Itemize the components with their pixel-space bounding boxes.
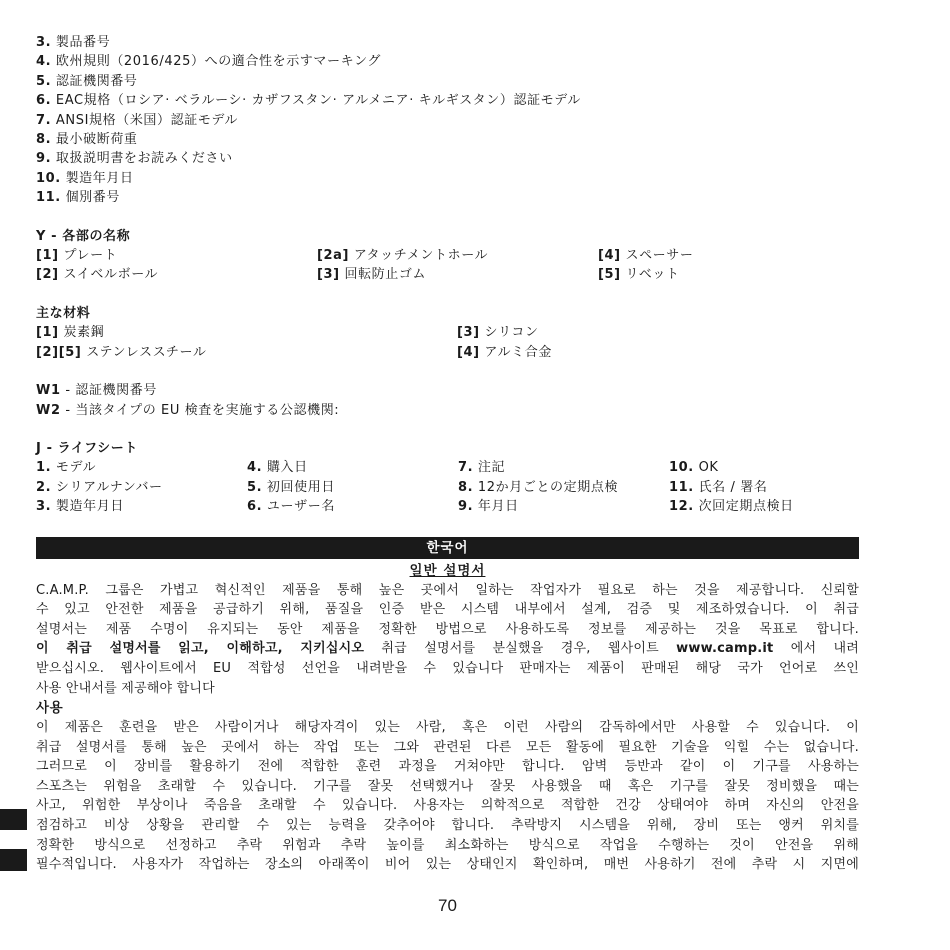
paragraph-line: 설명서는 제품 수명이 유지되는 동안 제품을 정확한 방법으로 사용하도록 정보를 제공하는 것을 목표로 합니다. xyxy=(36,621,859,637)
material-name: 炭素鋼 xyxy=(58,325,105,341)
use-section-title: 사용 xyxy=(36,700,64,717)
read-instructions-emphasis: 이 취급 설명서를 읽고, 이해하고, 지키십시오 xyxy=(36,641,365,657)
item-text: 購入日 xyxy=(262,460,308,476)
part-item xyxy=(598,265,859,284)
item-number: 11. xyxy=(669,479,694,495)
material-item xyxy=(36,343,457,362)
paragraph-line: 이 제품은 훈련을 받은 사람이거나 해당자격이 있는 사람, 혹은 이런 사람의 감독하에서만 사용할 수 있습니다. 이 xyxy=(36,720,859,736)
item-text: 初回使用日 xyxy=(262,479,335,495)
item-number: 10. xyxy=(669,460,694,476)
material-number: [1] xyxy=(36,325,59,341)
list-item xyxy=(36,111,859,130)
paragraph-line: 받으십시오. 웹사이트에서 EU 적합성 선언을 내려받을 수 있습니다 판매자는 제품이 판매된 해당 국가 언어로 쓰인 xyxy=(36,660,859,676)
materials-section xyxy=(36,304,859,362)
material-number: [2][5] xyxy=(36,344,82,360)
lifesheet-item xyxy=(36,478,247,497)
part-item xyxy=(317,265,598,284)
lifesheet-item xyxy=(458,478,669,497)
material-number: [4] xyxy=(457,344,480,360)
item-text: 製品番号 xyxy=(51,35,111,50)
material-name: アルミ合金 xyxy=(479,344,552,360)
notified-body-section xyxy=(36,381,859,420)
paragraph-line: C.A.M.P. 그룹은 가볍고 혁신적인 제품을 통해 높은 곳에서 일하는 작업자가 필요로 하는 것을 제공합니다. 신뢰할 xyxy=(36,582,859,598)
item-text: 注記 xyxy=(473,460,506,476)
w-text: - 認証機関番号 xyxy=(60,383,157,399)
item-number: 1. xyxy=(36,460,52,476)
paragraph-line: 스포츠는 위험을 초래할 수 있습니다. 기구를 잘못 선택했거나 잘못 사용했을 때 혹은 기구를 잘못 정비했을 때는 xyxy=(36,778,859,794)
item-text: 年月日 xyxy=(473,499,519,515)
part-number: [3] xyxy=(317,267,340,283)
item-text: 個別番号 xyxy=(60,190,120,206)
item-number: 9. xyxy=(458,499,474,515)
general-instructions-body xyxy=(36,581,859,699)
part-item xyxy=(317,246,598,265)
part-item xyxy=(36,246,317,265)
lifesheet-item xyxy=(247,478,458,497)
part-name: アタッチメントホール xyxy=(349,248,489,264)
website-link[interactable]: www.camp.it xyxy=(676,641,774,657)
paragraph-line: 취급 설명서를 통해 높은 곳에서 하는 작업 또는 그와 관련된 다른 모든 활동에 필요한 기술을 익힐 수는 없습니다. xyxy=(36,739,859,755)
item-number: 7. xyxy=(36,112,52,128)
list-item xyxy=(36,33,859,52)
part-name: 回転防止ゴム xyxy=(339,267,427,283)
paragraph-line: 정확한 방식으로 선정하고 추락 위험과 추락 높이를 최소화하는 방식으로 작업을 수행하는 것이 안전을 위해 xyxy=(36,837,859,853)
lost-manual-text: 취급 설명서를 분실했을 경우, 웹사이트 xyxy=(364,641,677,657)
list-item xyxy=(36,130,859,149)
item-number: 8. xyxy=(458,479,474,495)
w2-line xyxy=(36,401,859,420)
lifesheet-item xyxy=(36,497,247,516)
part-name: プレート xyxy=(58,248,118,264)
item-text: 認証機関番号 xyxy=(51,73,138,89)
w-label: W1 xyxy=(36,383,61,399)
lifesheet-item xyxy=(247,497,458,516)
lifesheet-item xyxy=(669,458,859,477)
paragraph-line: 필수적입니다. 사용자가 작업하는 장소의 아래쪽이 비어 있는 상태인지 확인하며, 매번 사용하기 전에 추락 시 지면에 xyxy=(36,857,859,873)
item-number: 9. xyxy=(36,151,52,167)
part-number: [5] xyxy=(598,267,621,283)
item-text: OK xyxy=(693,460,719,476)
paragraph-line: 점검하고 비상 상황을 관리할 수 있는 능력을 갖추어야 합니다. 추락방지 시스템을 위해, 장비 또는 앵커 위치를 xyxy=(36,818,859,834)
list-item xyxy=(36,52,859,71)
general-instructions-title: 일반 설명서 xyxy=(409,562,486,579)
part-name: リベット xyxy=(620,267,680,283)
material-item xyxy=(457,323,859,342)
item-text: 製造年月日 xyxy=(60,170,134,186)
list-item xyxy=(36,149,859,168)
item-number: 5. xyxy=(247,479,263,495)
item-text: 12か月ごとの定期点検 xyxy=(473,479,619,495)
material-item xyxy=(36,323,457,342)
paragraph-line: 사용 안내서를 제공해야 합니다 xyxy=(36,680,215,696)
item-number: 5. xyxy=(36,73,52,89)
paragraph-line: 그러므로 이 장비를 활용하기 전에 적합한 훈련 과정을 거쳐야만 합니다. 암벽 등반과 같이 이 기구를 사용하는 xyxy=(36,759,859,775)
item-number: 6. xyxy=(247,499,263,515)
list-item xyxy=(36,72,859,91)
item-number: 3. xyxy=(36,499,52,515)
lifesheet-section xyxy=(36,439,859,517)
part-item xyxy=(36,265,317,284)
lifesheet-item xyxy=(669,497,859,516)
material-item xyxy=(457,343,859,362)
w-text: - 当該タイプの EU 検査を実施する公認機関: xyxy=(60,402,340,418)
paragraph-line: 사고, 위험한 부상이나 죽음을 초래할 수 있습니다. 사용자는 의학적으로 적합한 건강 상태여야 하며 자신의 안전을 xyxy=(36,798,859,814)
section-title: 主な材料 xyxy=(36,305,91,321)
item-number: 4. xyxy=(36,54,52,70)
list-item xyxy=(36,91,859,110)
jp-marking-list xyxy=(36,33,859,208)
item-number: 3. xyxy=(36,35,52,50)
section-title: Y - 各部の名称 xyxy=(36,228,131,244)
part-item xyxy=(598,246,859,265)
paragraph-line xyxy=(36,639,859,659)
item-text: 取扱説明書をお読みください xyxy=(51,151,233,167)
part-number: [1] xyxy=(36,248,59,264)
w-label: W2 xyxy=(36,402,61,418)
lifesheet-item xyxy=(669,478,859,497)
item-number: 7. xyxy=(458,460,474,476)
part-name: スイベルボール xyxy=(58,267,159,283)
item-text: モデル xyxy=(51,460,97,476)
item-text: EAC規格（ロシア· ベラルーシ· カザフスタン· アルメニア· キルギスタン）認証モデル xyxy=(51,93,581,109)
w1-line xyxy=(36,381,859,400)
item-number: 2. xyxy=(36,479,52,495)
part-number: [4] xyxy=(598,248,621,264)
list-item xyxy=(36,169,859,188)
part-name: スペーサー xyxy=(620,248,694,264)
lifesheet-item xyxy=(458,497,669,516)
item-number: 11. xyxy=(36,190,61,206)
item-text: 欧州規則（2016/425）への適合性を示すマーキング xyxy=(51,54,382,70)
download-text: 에서 내려 xyxy=(773,641,859,657)
edge-tab-marker xyxy=(0,809,27,830)
page-number: 70 xyxy=(438,896,457,915)
item-number: 12. xyxy=(669,499,694,515)
parts-section xyxy=(36,227,859,285)
item-number: 10. xyxy=(36,170,61,186)
manual-page xyxy=(36,33,859,875)
list-item xyxy=(36,188,859,207)
lifesheet-item xyxy=(36,458,247,477)
paragraph-line: 수 있고 안전한 제품을 공급하기 위해, 품질을 인증 받은 시스템 내부에서 설계, 검증 및 제조하였습니다. 이 취급 xyxy=(36,602,859,618)
use-section-body xyxy=(36,718,859,875)
item-number: 8. xyxy=(36,132,52,148)
part-number: [2] xyxy=(36,267,59,283)
item-text: シリアルナンバー xyxy=(51,479,163,495)
section-title: J - ライフシート xyxy=(36,440,138,456)
item-number: 6. xyxy=(36,93,52,109)
item-number: 4. xyxy=(247,460,263,476)
part-number: [2a] xyxy=(317,248,350,264)
material-number: [3] xyxy=(457,325,480,341)
edge-tab-marker xyxy=(0,849,27,871)
item-text: 次回定期点検日 xyxy=(693,499,794,515)
item-text: 製造年月日 xyxy=(51,499,124,515)
language-banner: 한국어 xyxy=(36,537,859,559)
item-text: ANSI規格（米国）認証モデル xyxy=(51,112,238,128)
item-text: ユーザー名 xyxy=(262,499,335,515)
item-text: 最小破断荷重 xyxy=(51,132,138,148)
lifesheet-item xyxy=(247,458,458,477)
lifesheet-item xyxy=(458,458,669,477)
material-name: シリコン xyxy=(479,325,539,341)
item-text: 氏名 / 署名 xyxy=(693,479,768,495)
material-name: ステンレススチール xyxy=(81,344,207,360)
